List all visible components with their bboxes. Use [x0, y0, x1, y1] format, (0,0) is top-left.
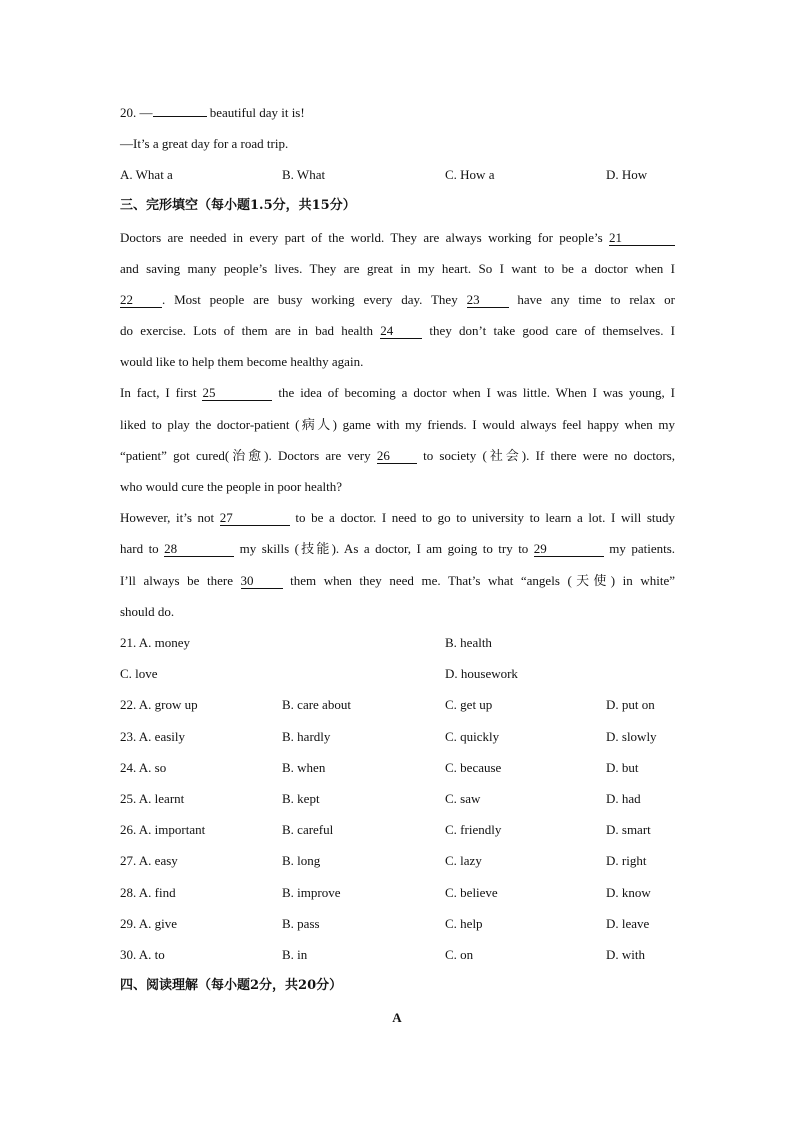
passage-p1-line1	[120, 230, 675, 246]
q23-option-c: C. quickly	[445, 729, 500, 744]
q20-reply: —It’s a great day for a road trip.	[120, 136, 289, 151]
passage-text: In fact, I first	[120, 385, 203, 400]
passage-p2-line2: liked to play the doctor-patient (病人) game with my friends. I would always feel happy when my	[120, 417, 675, 432]
blank-23: 23	[467, 293, 509, 308]
q23-option-b: B. hardly	[282, 729, 331, 744]
passage-text: the idea of becoming a doctor when I was little. When I was young, I	[272, 385, 675, 400]
q27-option-b: B. long	[282, 853, 321, 868]
passage-text: Doctors are needed in every part of the world. They are always working for people’s	[120, 230, 609, 245]
q30-option-b: B. in	[282, 947, 308, 962]
section4-passage-label: A	[392, 1010, 402, 1025]
passage-p2-line1	[120, 385, 675, 401]
q20-option-a: A. What a	[120, 167, 173, 182]
q29-option-b: B. pass	[282, 916, 320, 931]
q26-option-b: B. careful	[282, 822, 334, 837]
passage-text: However, it’s not	[120, 510, 220, 525]
blank-26: 26	[377, 449, 417, 464]
q25-option-b: B. kept	[282, 791, 320, 806]
q21-option-d: D. housework	[445, 666, 518, 681]
q26-option-d: D. smart	[606, 822, 651, 837]
blank-25: 25	[202, 386, 272, 401]
passage-text: to be a doctor. I need to go to university to learn a lot. I will study	[289, 510, 676, 525]
q22-option-c: C. get up	[445, 697, 493, 712]
q21-option-a: 21. A. money	[120, 635, 191, 650]
q20-option-b: B. What	[282, 167, 326, 182]
passage-text: . Most people are busy working every day. They	[162, 292, 467, 307]
q20-stem	[120, 105, 675, 121]
q20-stem-prefix: 20. —	[120, 105, 153, 120]
blank-27: 27	[220, 511, 290, 526]
q22-option-a: 22. A. grow up	[120, 697, 198, 712]
passage-text: do exercise. Lots of them are in bad health	[120, 323, 381, 338]
q28-option-d: D. know	[606, 885, 651, 900]
q20-option-c: C. How a	[445, 167, 495, 182]
q28-option-c: C. believe	[445, 885, 498, 900]
q26-option-c: C. friendly	[445, 822, 502, 837]
q27-option-a: 27. A. easy	[120, 853, 178, 868]
passage-text: hard to	[120, 541, 165, 556]
q20-stem-suffix: beautiful day it is!	[206, 105, 305, 120]
passage-p2-line4: who would cure the people in poor health?	[120, 479, 343, 494]
q21-option-b: B. health	[445, 635, 492, 650]
blank-30: 30	[241, 574, 283, 589]
q24-option-c: C. because	[445, 760, 502, 775]
q27-option-d: D. right	[606, 853, 647, 868]
blank-29: 29	[534, 542, 604, 557]
passage-p3-line1	[120, 510, 675, 526]
q30-option-d: D. with	[606, 947, 645, 962]
q22-option-d: D. put on	[606, 697, 655, 712]
passage-text: have any time to relax or	[508, 292, 675, 307]
q24-option-d: D. but	[606, 760, 639, 775]
passage-p1-line4	[120, 323, 675, 339]
blank-24: 24	[380, 324, 422, 339]
q22-option-b: B. care about	[282, 697, 351, 712]
passage-p3-line4: should do.	[120, 604, 175, 619]
q29-option-c: C. help	[445, 916, 483, 931]
q27-option-c: C. lazy	[445, 853, 482, 868]
blank-21: 21	[609, 231, 675, 246]
passage-text: my skills (技能). As a doctor, I am going to try to	[234, 541, 534, 556]
q23-option-d: D. slowly	[606, 729, 657, 744]
blank-28: 28	[164, 542, 234, 557]
q25-option-a: 25. A. learnt	[120, 791, 185, 806]
q24-option-a: 24. A. so	[120, 760, 167, 775]
q20-option-d: D. How	[606, 167, 648, 182]
q20-blank	[153, 116, 207, 117]
blank-22: 22	[120, 293, 162, 308]
passage-text: I’ll always be there	[120, 573, 241, 588]
q26-option-a: 26. A. important	[120, 822, 206, 837]
q29-option-a: 29. A. give	[120, 916, 178, 931]
passage-text: “patient” got cured(治愈). Doctors are very	[120, 448, 377, 463]
passage-text: to society (社会). If there were no doctors,	[416, 448, 675, 463]
q23-option-a: 23. A. easily	[120, 729, 185, 744]
q30-option-a: 30. A. to	[120, 947, 165, 962]
passage-p1-line3	[120, 292, 675, 308]
passage-p1-line2: and saving many people’s lives. They are great in my heart. So I want to be a doctor when I	[120, 261, 675, 276]
passage-p3-line2	[120, 541, 675, 557]
passage-p1-line5: would like to help them become healthy again.	[120, 354, 364, 369]
passage-text: my patients.	[603, 541, 676, 556]
q28-option-b: B. improve	[282, 885, 341, 900]
section4-heading: 四、阅读理解（每小题2分，共20分）	[120, 978, 343, 993]
q25-option-d: D. had	[606, 791, 641, 806]
q29-option-d: D. leave	[606, 916, 650, 931]
passage-text: they don’t take good care of themselves. I	[422, 323, 675, 338]
q24-option-b: B. when	[282, 760, 326, 775]
q30-option-c: C. on	[445, 947, 474, 962]
q28-option-a: 28. A. find	[120, 885, 176, 900]
passage-p3-line3	[120, 573, 675, 589]
q25-option-c: C. saw	[445, 791, 481, 806]
passage-text: them when they need me. That’s what “angels (天使) in white”	[282, 573, 676, 588]
passage-p2-line3	[120, 448, 675, 464]
q21-option-c: C. love	[120, 666, 158, 681]
section3-heading: 三、完形填空（每小题1.5分，共15分）	[120, 198, 356, 213]
